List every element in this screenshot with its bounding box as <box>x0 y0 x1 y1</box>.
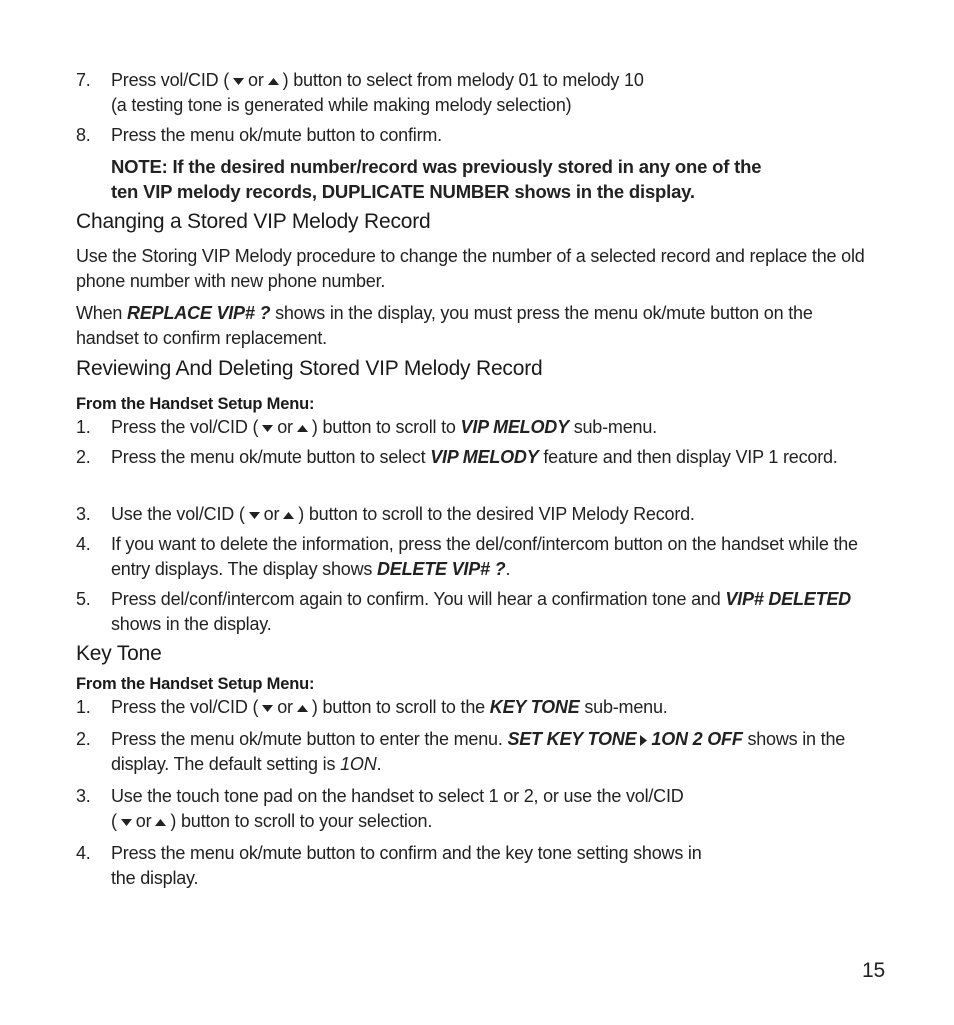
triangle-down-icon <box>249 512 260 519</box>
paragraph: Use the Storing VIP Melody procedure to change the number of a selected record and replace the old phone number with new phone number. <box>76 246 865 291</box>
paragraph: When REPLACE VIP# ? shows in the display, you must press the menu ok/mute button on the handset to confirm replacement. <box>76 303 813 348</box>
list-number: 7. <box>76 70 91 90</box>
page-number: 15 <box>862 959 885 982</box>
section-heading: Reviewing And Deleting Stored VIP Melody Record <box>76 357 543 380</box>
list-number: 8. <box>76 125 91 145</box>
subsection-heading: From the Handset Setup Menu: <box>76 675 315 693</box>
triangle-up-icon <box>297 425 308 432</box>
note-text: NOTE: If the desired number/record was previously stored in any one of the ten VIP melody records, DUPLICATE NUMBER shows in the display. <box>111 156 762 202</box>
triangle-down-icon <box>121 819 132 826</box>
triangle-up-icon <box>297 705 308 712</box>
triangle-up-icon <box>283 512 294 519</box>
triangle-down-icon <box>262 425 273 432</box>
manual-page: 7. Press vol/CID ( or ) button to select from melody 01 to melody 10 (a testing tone is generated while making melody selection) 8. Press the menu ok/mute button to confirm. NOTE: If the desired number/record was previously stored in any one of the ten VIP melody records, DUPLICATE NUMBER shows in the display. Changing a Stored VIP Melody Record Use the Storing VIP Melody procedure to change the number of a selected record and replace the old phone number with new phone number. When REPLACE VIP# ? shows in the display, you must press the menu ok/mute button on the handset to confirm replacement. Reviewing And Deleting Stored VIP Melody Record From the Handset Setup Menu: 1. Press the vol/CID ( or ) button to scroll to VIP MELODY sub-menu. 2. Press the menu ok/mute button to select VIP MELODY feature and then display VIP 1 record. 3. Use the vol/CID ( or ) button to scroll to the desired VIP Melody Record. 4. If you want to delete the information, press the del/conf/intercom button on the handset while the entry displays. The display shows DELETE VIP# ?. 5. Press del/conf/intercom again to confirm. You will hear a confirmation tone and VIP# DELETED shows in the display. Key Tone From the Handset Setup Menu: 1. Press the vol/CID ( or ) button to scroll to the KEY TONE sub-menu. 2. Press the menu ok/mute button to enter the menu. SET KEY TONE 1ON 2 OFF shows in the display. The default setting is 1ON. 3. Use the touch tone pad on the handset to select 1 or 2, or use the vol/CID ( or ) button to scroll to your selection. 4. Press the menu ok/mute button to confirm and the key tone setting shows in the display. 15 <box>76 70 885 982</box>
subsection-heading: From the Handset Setup Menu: <box>76 395 315 413</box>
triangle-down-icon <box>233 78 244 85</box>
triangle-down-icon <box>262 705 273 712</box>
section-heading: Changing a Stored VIP Melody Record <box>76 210 431 233</box>
triangle-up-icon <box>155 819 166 826</box>
section-heading: Key Tone <box>76 642 162 665</box>
triangle-up-icon <box>268 78 279 85</box>
triangle-right-icon <box>640 735 647 746</box>
